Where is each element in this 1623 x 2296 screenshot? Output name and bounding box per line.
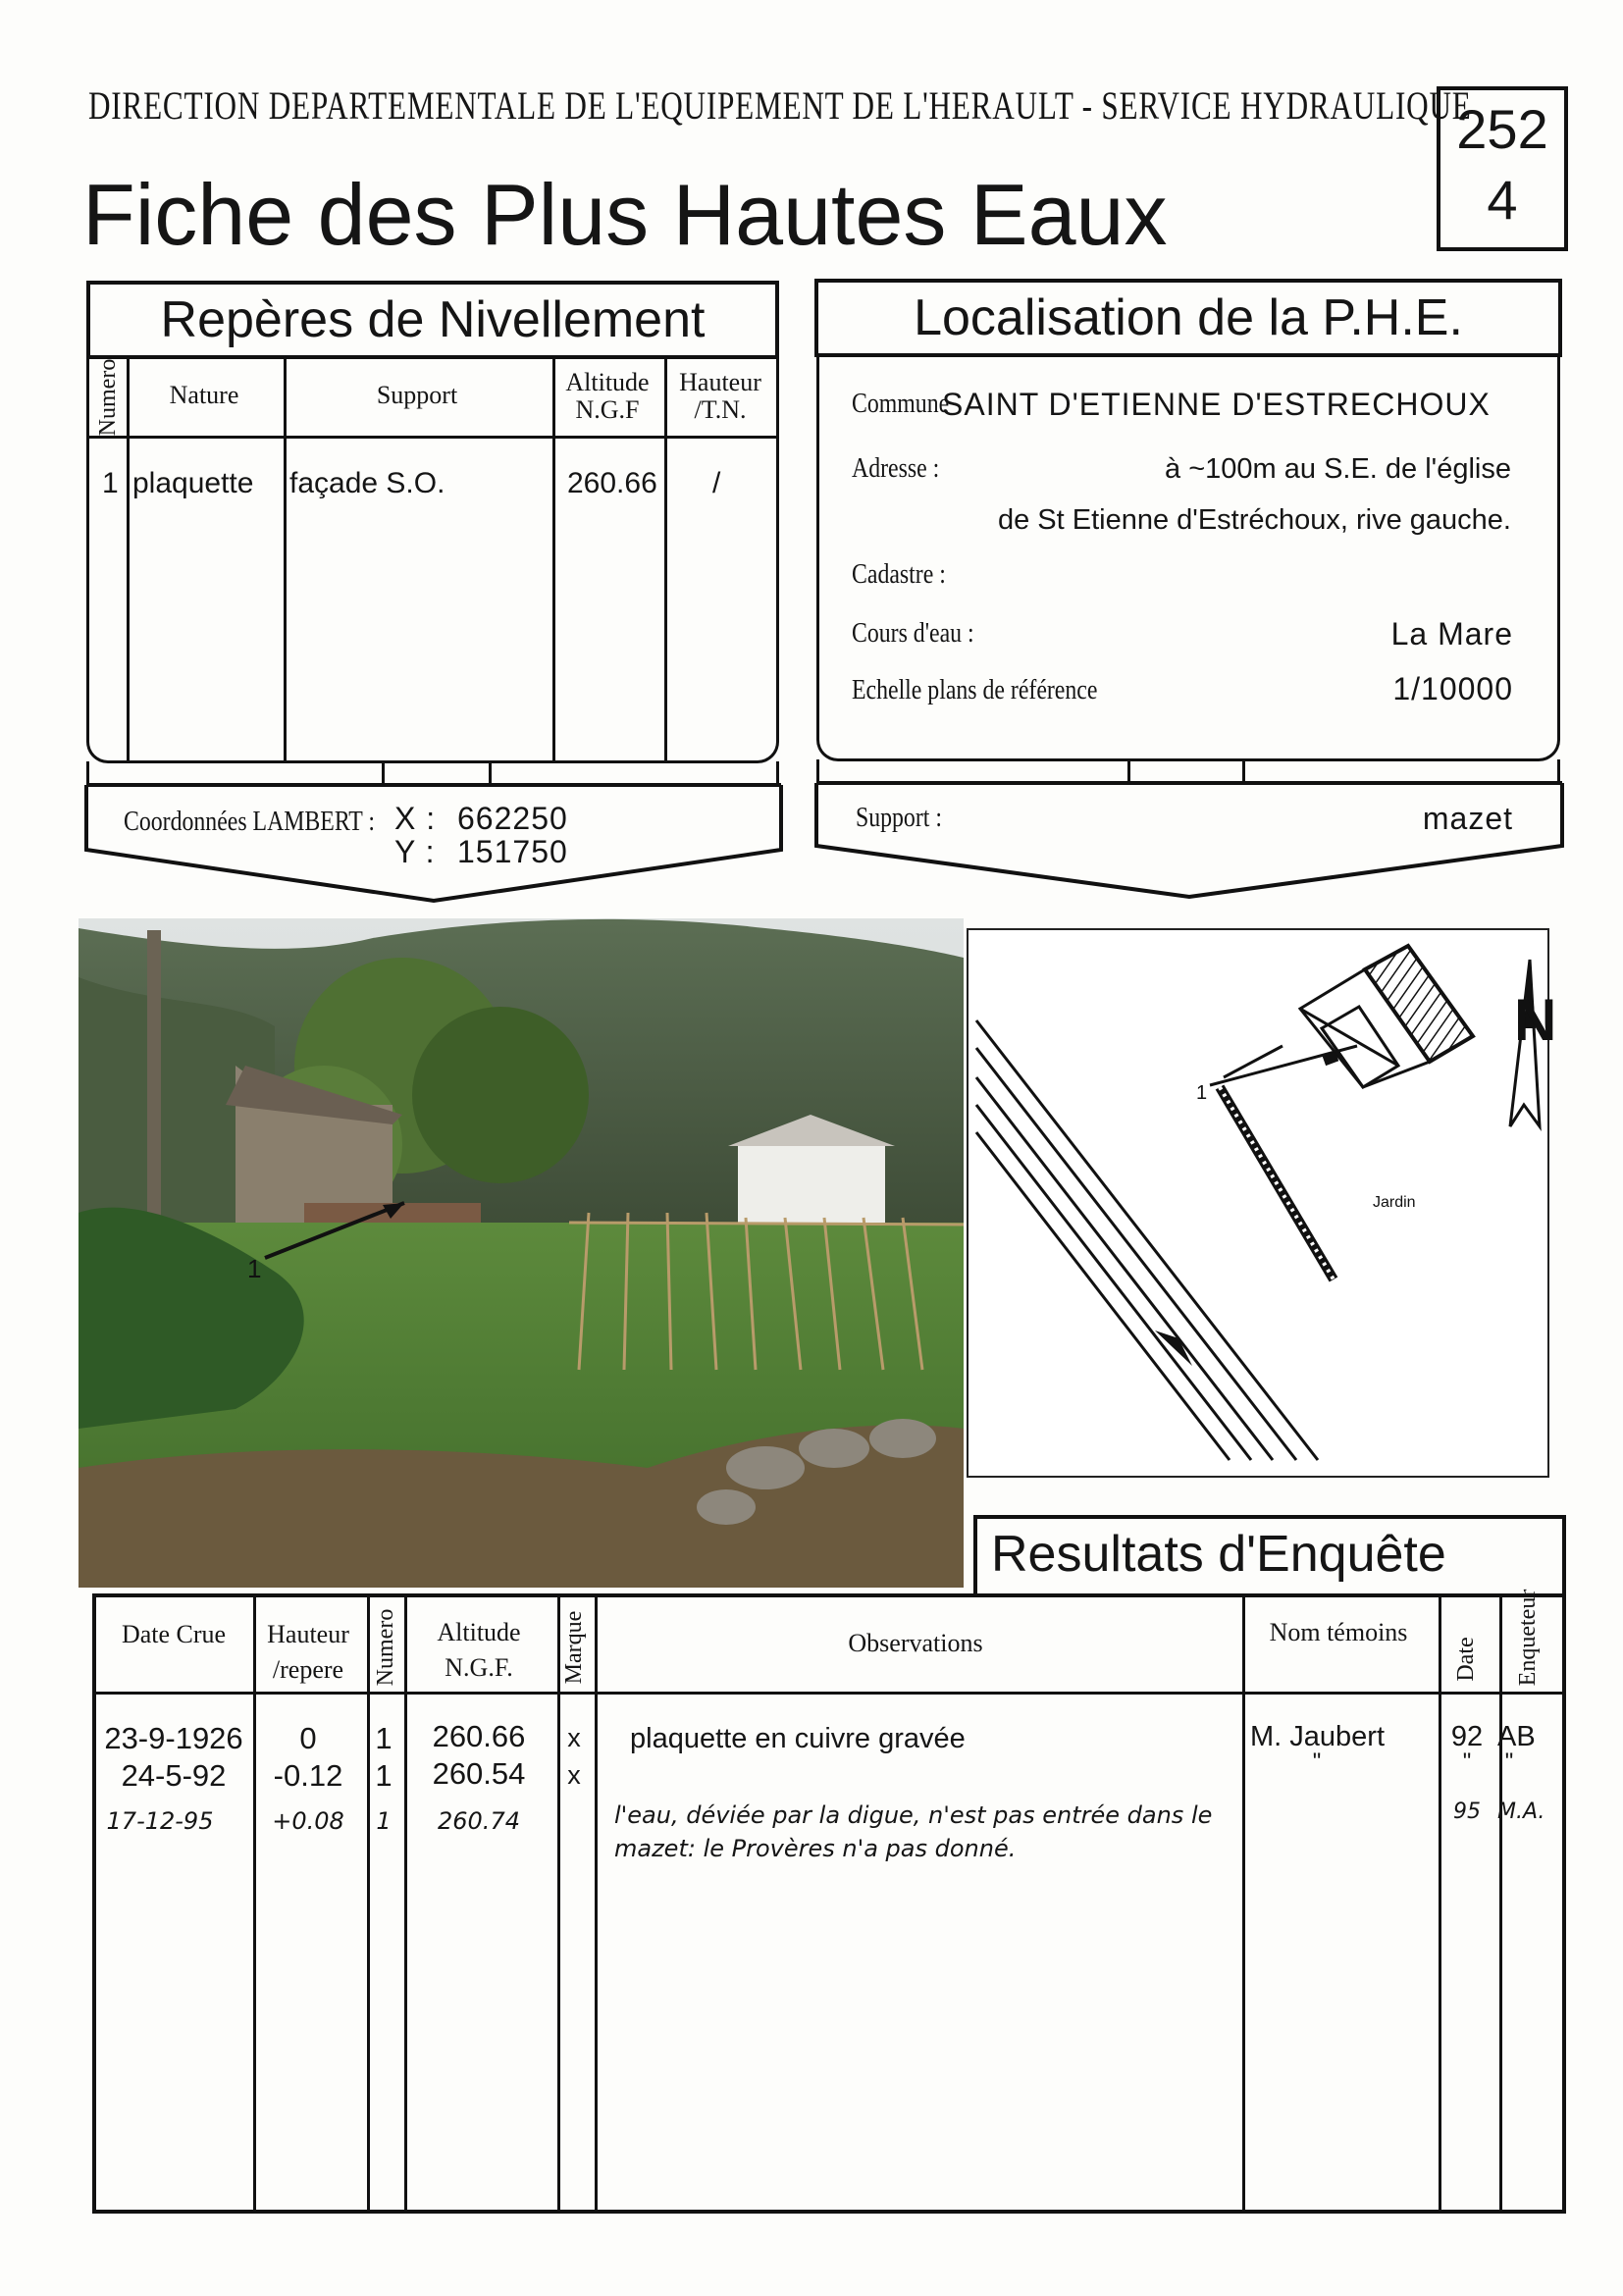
coordonnees-x-label: X : <box>394 801 437 836</box>
adresse-label: Adresse : <box>852 453 940 484</box>
row3-enqueteur: M.A. <box>1497 1800 1545 1824</box>
reperes-row-hauteur: / <box>712 467 721 499</box>
row1-date-crue: 23-9-1926 <box>104 1721 243 1755</box>
row3-numero: 1 <box>376 1807 392 1835</box>
row1-observations: plaquette en cuivre gravée <box>630 1723 966 1754</box>
page-title: Fiche des Plus Hautes Eaux <box>82 166 1168 263</box>
reperes-row-nature: plaquette <box>132 467 254 499</box>
row1-hauteur: 0 <box>299 1721 317 1755</box>
row1-date: 92 <box>1450 1721 1484 1752</box>
reperes-row-support: façade S.O. <box>289 467 445 499</box>
row1-numero: 1 <box>375 1721 393 1755</box>
coordonnees-y-label: Y : <box>394 834 436 869</box>
row2-nom: " <box>1312 1748 1322 1775</box>
reperes-row-altitude: 260.66 <box>567 467 657 499</box>
reperes-col-altitude: Altitude N.G.F <box>565 368 650 424</box>
row1-altitude: 260.66 <box>432 1719 526 1753</box>
row3-date-crue: 17-12-95 <box>106 1807 214 1835</box>
plan-marker-label: 1 <box>1196 1082 1208 1104</box>
col-marque: Marque <box>561 1610 587 1685</box>
reperes-title: Repères de Nivellement <box>86 281 779 359</box>
col-numero: Numero <box>373 1608 398 1687</box>
cours-eau-value: La Mare <box>1390 616 1513 652</box>
north-label: N <box>1514 987 1557 1053</box>
adresse-line-1: à ~100m au S.E. de l'église <box>1165 453 1511 485</box>
coordonnees-x: 662250 <box>457 801 568 836</box>
plan-garden-label: Jardin <box>1373 1194 1416 1211</box>
row3-observations-line2: mazet: le Provères n'a pas donné. <box>614 1835 1017 1862</box>
row1-enqueteur: AB <box>1497 1721 1536 1752</box>
site-plan <box>967 928 1557 1478</box>
row3-altitude: 260.74 <box>438 1807 520 1835</box>
reperes-col-hauteur: Hauteur /T.N. <box>679 368 761 424</box>
col-hauteur-repere: Hauteur /repere <box>267 1620 349 1684</box>
support-label: Support : <box>856 803 942 833</box>
row3-hauteur: +0.08 <box>272 1807 344 1835</box>
col-nom-temoins: Nom témoins <box>1269 1618 1408 1646</box>
north-arrow-icon <box>1510 960 1556 1126</box>
row2-date-crue: 24-5-92 <box>121 1758 227 1793</box>
col-enqueteur: Enqueteur <box>1515 1589 1541 1687</box>
echelle-label: Echelle plans de référence <box>852 675 1098 705</box>
reperes-row-numero: 1 <box>102 467 119 499</box>
commune-value: SAINT D'ETIENNE D'ESTRECHOUX <box>942 387 1491 422</box>
cours-eau-label: Cours d'eau : <box>852 618 974 649</box>
commune-label: Commune <box>852 389 950 419</box>
col-date-crue: Date Crue <box>121 1620 227 1648</box>
fiche-number: 252 <box>1456 98 1548 160</box>
localisation-title: Localisation de la P.H.E. <box>814 279 1562 357</box>
row2-altitude: 260.54 <box>432 1756 526 1791</box>
photo-marker-label: 1 <box>247 1254 262 1283</box>
echelle-value: 1/10000 <box>1392 671 1513 706</box>
reperes-col-numero: Numero <box>95 358 121 437</box>
support-arrow-frame <box>812 777 1566 905</box>
row2-numero: 1 <box>375 1758 393 1793</box>
organisation-header: DIRECTION DEPARTEMENTALE DE L'EQUIPEMENT DE L'HERAULT - SERVICE HYDRAULIQUE <box>88 83 1472 128</box>
site-plan-drawing <box>969 930 1557 1476</box>
coordonnees-y: 151750 <box>457 834 568 869</box>
col-date: Date <box>1453 1637 1479 1682</box>
reperes-col-nature: Nature <box>169 381 239 409</box>
row1-marque: x <box>567 1723 581 1752</box>
row2-date: " <box>1462 1748 1472 1775</box>
site-photo <box>79 918 964 1588</box>
coordonnees-label: Coordonnées LAMBERT : <box>124 807 375 837</box>
row3-observations: l'eau, déviée par la digue, n'est pas entrée dans le <box>614 1801 1213 1829</box>
row2-marque: x <box>567 1760 581 1790</box>
fiche-sub-number: 4 <box>1487 169 1518 231</box>
row1-nom: M. Jaubert <box>1250 1721 1385 1752</box>
resultats-title: Resultats d'Enquête <box>991 1526 1446 1583</box>
support-value: mazet <box>1422 801 1513 836</box>
col-observations: Observations <box>848 1629 983 1657</box>
adresse-line-2: de St Etienne d'Estréchoux, rive gauche. <box>997 504 1511 536</box>
col-altitude: Altitude N.G.F. <box>437 1618 521 1682</box>
cadastre-label: Cadastre : <box>852 559 946 590</box>
fiche-number-box <box>1437 86 1568 251</box>
row2-enqueteur: " <box>1504 1748 1514 1775</box>
row3-date: 95 <box>1453 1800 1481 1824</box>
row2-hauteur: -0.12 <box>273 1758 343 1793</box>
reperes-col-support: Support <box>376 381 458 409</box>
